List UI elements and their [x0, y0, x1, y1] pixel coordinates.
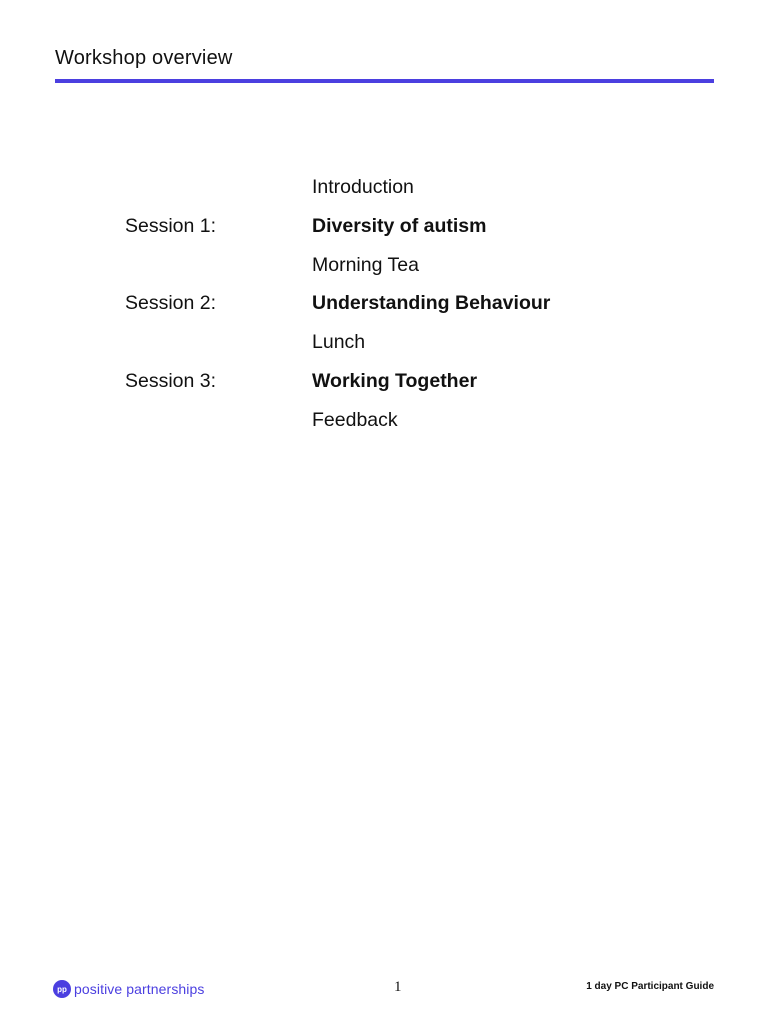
- agenda-row: [0, 215, 770, 245]
- session-label: Session 3:: [125, 370, 217, 392]
- footer-guide-label: 1 day PC Participant Guide: [586, 981, 714, 992]
- agenda-row: [0, 254, 770, 284]
- agenda-item: Introduction: [312, 176, 414, 198]
- agenda-row: [0, 292, 770, 322]
- session-title: Diversity of autism: [312, 215, 487, 237]
- agenda-row: [0, 176, 770, 206]
- session-title: Understanding Behaviour: [312, 292, 551, 314]
- session-label: Session 2:: [125, 292, 217, 314]
- agenda-row: [0, 331, 770, 361]
- title-divider: [55, 79, 714, 83]
- agenda-item: Lunch: [312, 331, 366, 353]
- agenda-row: [0, 409, 770, 439]
- session-title: Working Together: [312, 370, 478, 392]
- page-title: Workshop overview: [55, 47, 233, 69]
- session-label: Session 1:: [125, 215, 217, 237]
- logo-text: positive partnerships: [74, 981, 205, 997]
- agenda-item: Feedback: [312, 409, 398, 431]
- logo-mark-icon: pp: [53, 980, 71, 998]
- agenda-item: Morning Tea: [312, 254, 419, 276]
- page-number: 1: [394, 979, 402, 995]
- brand-logo: [53, 979, 205, 999]
- agenda-row: [0, 370, 770, 400]
